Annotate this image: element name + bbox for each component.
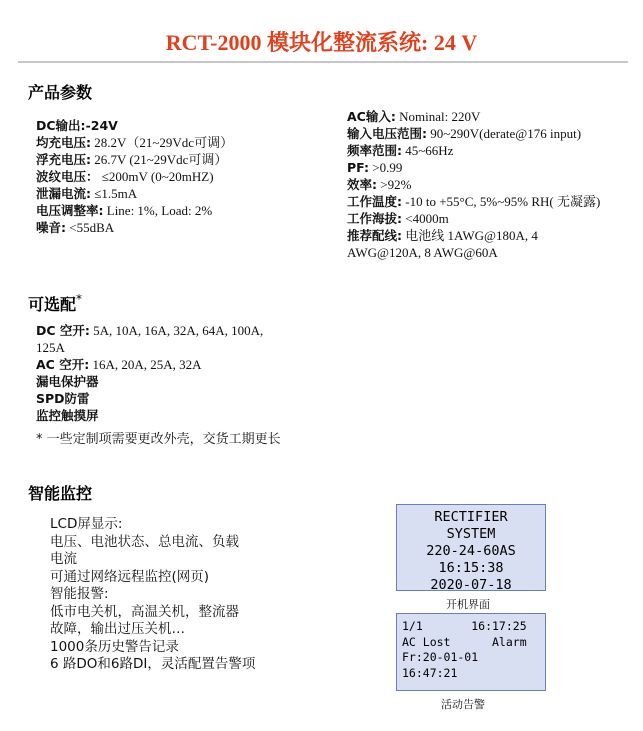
param-label: 工作温度:	[347, 194, 402, 209]
options-list	[36, 322, 263, 424]
lcd-boot-caption: 开机界面	[446, 598, 490, 611]
param-value: 45~66Hz	[402, 143, 454, 158]
option-leakage-protector	[36, 373, 263, 390]
param-value: >0.99	[369, 160, 403, 175]
param-value: 90~290V(derate@176 input)	[427, 126, 582, 141]
param-label: 频率范围:	[347, 143, 402, 158]
param-label: DC输出:	[36, 118, 86, 133]
page-title: RCT-2000 模块化整流系统: 24 V	[165, 30, 478, 55]
param-label: 工作海拔:	[347, 211, 402, 226]
options-note: * 一些定制项需要更改外壳，交货工期更长	[36, 432, 281, 447]
option-dc-breaker-continued: 125A	[36, 340, 65, 355]
lcd-line: 220-24-60AS	[426, 543, 516, 559]
param-label: 浮充电压:	[36, 152, 91, 167]
monitor-line: 1000条历史警告记录	[50, 638, 179, 655]
lcd-line: AC Lost Alarm	[402, 634, 527, 649]
monitor-line: 电流	[50, 551, 77, 567]
option-touchscreen	[36, 407, 263, 424]
option-label: AC 空开:	[36, 357, 90, 372]
monitor-line: 低市电关机，高温关机，整流器	[50, 603, 239, 620]
lcd-line: 1/1 16:17:25	[402, 619, 527, 633]
param-label: 输入电压范围:	[347, 126, 427, 141]
option-label: 漏电保护器	[36, 374, 99, 389]
param-value: <55dBA	[66, 220, 115, 235]
param-equalize-voltage	[36, 134, 233, 151]
param-operating-temperature	[347, 193, 600, 210]
option-label: DC 空开:	[36, 323, 90, 338]
param-dc-output	[36, 117, 233, 134]
lcd-line: SYSTEM	[446, 526, 496, 542]
lcd-boot-screen	[396, 504, 546, 591]
param-voltage-regulation	[36, 202, 233, 219]
param-label: 效率:	[347, 177, 377, 192]
param-value: >92%	[377, 177, 412, 192]
lcd-alarm-screen	[396, 613, 546, 691]
param-label: PF:	[347, 160, 370, 175]
param-label: 电压调整率:	[36, 203, 104, 218]
param-leakage-current	[36, 185, 233, 202]
param-value: 电池线 1AWG@180A, 4	[402, 228, 538, 243]
param-value: <4000m	[402, 211, 449, 226]
param-pf	[347, 159, 600, 176]
param-label: 噪音:	[36, 220, 66, 235]
param-label: AC输入:	[347, 109, 396, 124]
lcd-line: 2020-07-18	[430, 577, 512, 593]
option-value: 5A, 10A, 16A, 32A, 64A, 100A,	[89, 323, 264, 338]
lcd-line: 16:15:38	[438, 560, 504, 576]
param-value: Nominal: 220V	[395, 109, 481, 124]
param-label: 波纹电压：	[36, 169, 99, 184]
params-left-list	[36, 117, 233, 236]
monitor-line: 故障，输出过压关机…	[50, 621, 185, 637]
param-frequency-range	[347, 142, 600, 159]
param-value: 28.2V（21~29Vdc可调）	[91, 135, 234, 150]
monitor-line: 电压、电池状态、总电流、负载	[50, 533, 239, 550]
lcd-alarm-caption: 活动告警	[441, 698, 485, 711]
option-dc-breaker	[36, 322, 263, 339]
param-value: -24V	[85, 118, 118, 133]
param-value: -10 to +55°C, 5%~95% RH( 无凝露)	[402, 194, 601, 209]
monitor-line: LCD屏显示:	[50, 516, 123, 532]
param-efficiency	[347, 176, 600, 193]
lcd-line: 16:47:21	[402, 665, 458, 680]
title-divider	[18, 61, 628, 63]
monitor-line: 可通过网络远程监控(网页)	[50, 568, 210, 585]
lcd-line: Fr:20-01-01	[402, 650, 479, 664]
param-label: 泄漏电流:	[36, 186, 91, 201]
option-spd	[36, 390, 263, 407]
options-heading-text: 可选配	[28, 295, 77, 314]
param-input-voltage-range	[347, 125, 600, 142]
option-value: 16A, 20A, 25A, 32A	[89, 357, 202, 372]
param-ripple-voltage	[36, 168, 233, 185]
params-right-list	[347, 108, 600, 261]
option-label: SPD防雷	[36, 391, 90, 406]
param-float-voltage	[36, 151, 233, 168]
param-value: ≤1.5mA	[91, 186, 138, 201]
option-ac-breaker	[36, 356, 263, 373]
param-wiring-continued: AWG@120A, 8 AWG@60A	[347, 245, 498, 260]
param-value: 26.7V (21~29Vdc可调）	[91, 152, 228, 167]
monitor-list	[50, 516, 255, 674]
params-heading: 产品参数	[28, 83, 93, 102]
monitor-line: 6 路DO和6路DI，灵活配置告警项	[50, 656, 256, 672]
monitor-line: 智能报警:	[50, 586, 109, 602]
param-ac-input	[347, 108, 600, 125]
param-label: 推荐配线:	[347, 228, 402, 243]
lcd-line: RECTIFIER	[434, 509, 508, 525]
param-recommended-wiring	[347, 227, 600, 244]
options-heading	[28, 292, 82, 315]
options-star: *	[76, 292, 83, 306]
option-label: 监控触摸屏	[36, 408, 99, 423]
monitor-heading: 智能监控	[28, 484, 93, 503]
param-noise	[36, 219, 233, 236]
param-label: 均充电压:	[36, 135, 91, 150]
param-value: ≤200mV (0~20mHZ)	[98, 169, 214, 184]
param-value: Line: 1%, Load: 2%	[103, 203, 213, 218]
param-altitude	[347, 210, 600, 227]
